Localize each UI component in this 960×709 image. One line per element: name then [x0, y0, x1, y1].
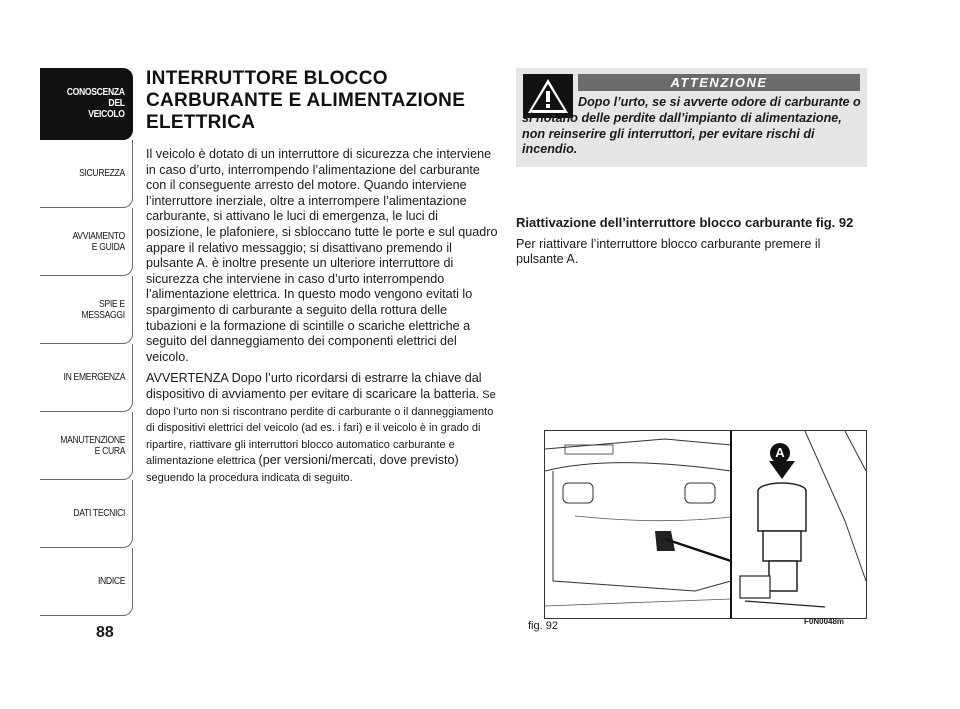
page-number: 88 — [96, 624, 114, 641]
callout-a-label: A — [775, 445, 785, 460]
tab-in-emergenza[interactable] — [40, 344, 133, 412]
tab-label: AVVIAMENTO E GUIDA — [72, 229, 125, 253]
tab-conoscenza-del-veicolo[interactable] — [40, 68, 133, 140]
attention-text: Dopo l’urto, se si avverte odore di carburante o si notano delle perdite dall’impianto di alimentazione, non reinserire gli interruttori, per evitare rischi di incendio. — [522, 95, 861, 157]
tab-dati-tecnici[interactable] — [40, 480, 133, 548]
tab-label: SPIE E MESSAGGI — [81, 297, 125, 321]
callout-a-marker — [770, 443, 790, 463]
attention-box — [516, 68, 867, 167]
section-title: INTERRUTTORE BLOCCO CARBURANTE E ALIMENTAZIONE ELETTRICA — [146, 68, 466, 133]
tab-avviamento-e-guida[interactable] — [40, 208, 133, 276]
tab-label: DATI TECNICI — [73, 507, 125, 519]
tab-sicurezza[interactable] — [40, 140, 133, 208]
figure-code: F0N0048m — [804, 617, 845, 626]
tab-manutenzione-e-cura[interactable] — [40, 412, 133, 480]
chapter-sidebar — [40, 68, 133, 616]
note-end: seguendo la procedura indicata di seguito. — [146, 471, 353, 484]
figure-caption: fig. 92 — [528, 620, 558, 632]
reactivation-section — [516, 215, 866, 274]
fuel-cutoff-switch-illustration — [545, 431, 866, 618]
tab-label: CONOSCENZA DEL VEICOLO — [67, 86, 125, 120]
tab-label: INDICE — [97, 575, 125, 587]
tab-spie-e-messaggi[interactable] — [40, 276, 133, 344]
figure-92 — [544, 430, 867, 619]
attention-header: ATTENZIONE — [578, 74, 860, 91]
body-paragraph: Il veicolo è dotato di un interruttore di sicurezza che interviene in caso d’urto, interrompendo l’alimentazione del carburante con il conseguente arresto del motore. Quando interviene l’interruttore inerziale, oltre a interrompere l’alimentazione carburante, si attivano le luci di emergenza, le luci di posizione, le plafoniere, si sbloccano tutte le porte e sul quadro appare il relativo messaggio; si disattivano premendo il pulsante A. è inoltre presente un ulteriore interruttore di sicurezza che interviene in caso d’urto interrompendo l’alimentazione elettrica. In questo modo vengono evitati lo spargimento di carburante a seguito della rottura delle tubazioni e la formazione di scintille o scariche elettriche a seguito del danneggiamento dei componenti elettrici del veicolo. — [146, 147, 498, 364]
note-detail: Se dopo l’urto non si riscontrano perdite di carburante o il danneggiamento di dispositivi elettrici del veicolo (ad es. i fari) e il veicolo è in grado di ripartire, riattivare gli interruttori blocco automatico carburante e alimentazione elettrica — [146, 388, 496, 468]
tab-label: IN EMERGENZA — [63, 371, 125, 383]
section-subheading: Riattivazione dell’interruttore blocco carburante fig. 92 — [516, 215, 854, 230]
note-main: AVVERTENZA Dopo l’urto ricordarsi di estrarre la chiave dal dispositivo di avviamento per evitare di scaricare la batteria. — [146, 371, 482, 401]
tab-label: MANUTENZIONE E CURA — [60, 433, 125, 457]
main-section — [146, 68, 498, 492]
note-versions: (per versioni/mercati, dove previsto) — [258, 453, 459, 468]
reactivation-paragraph: Per riattivare l’interruttore blocco carburante premere il pulsante A. — [516, 236, 821, 267]
warning-note-paragraph — [146, 371, 498, 486]
tab-label: SICUREZZA — [79, 167, 125, 179]
tab-indice[interactable] — [40, 548, 133, 616]
